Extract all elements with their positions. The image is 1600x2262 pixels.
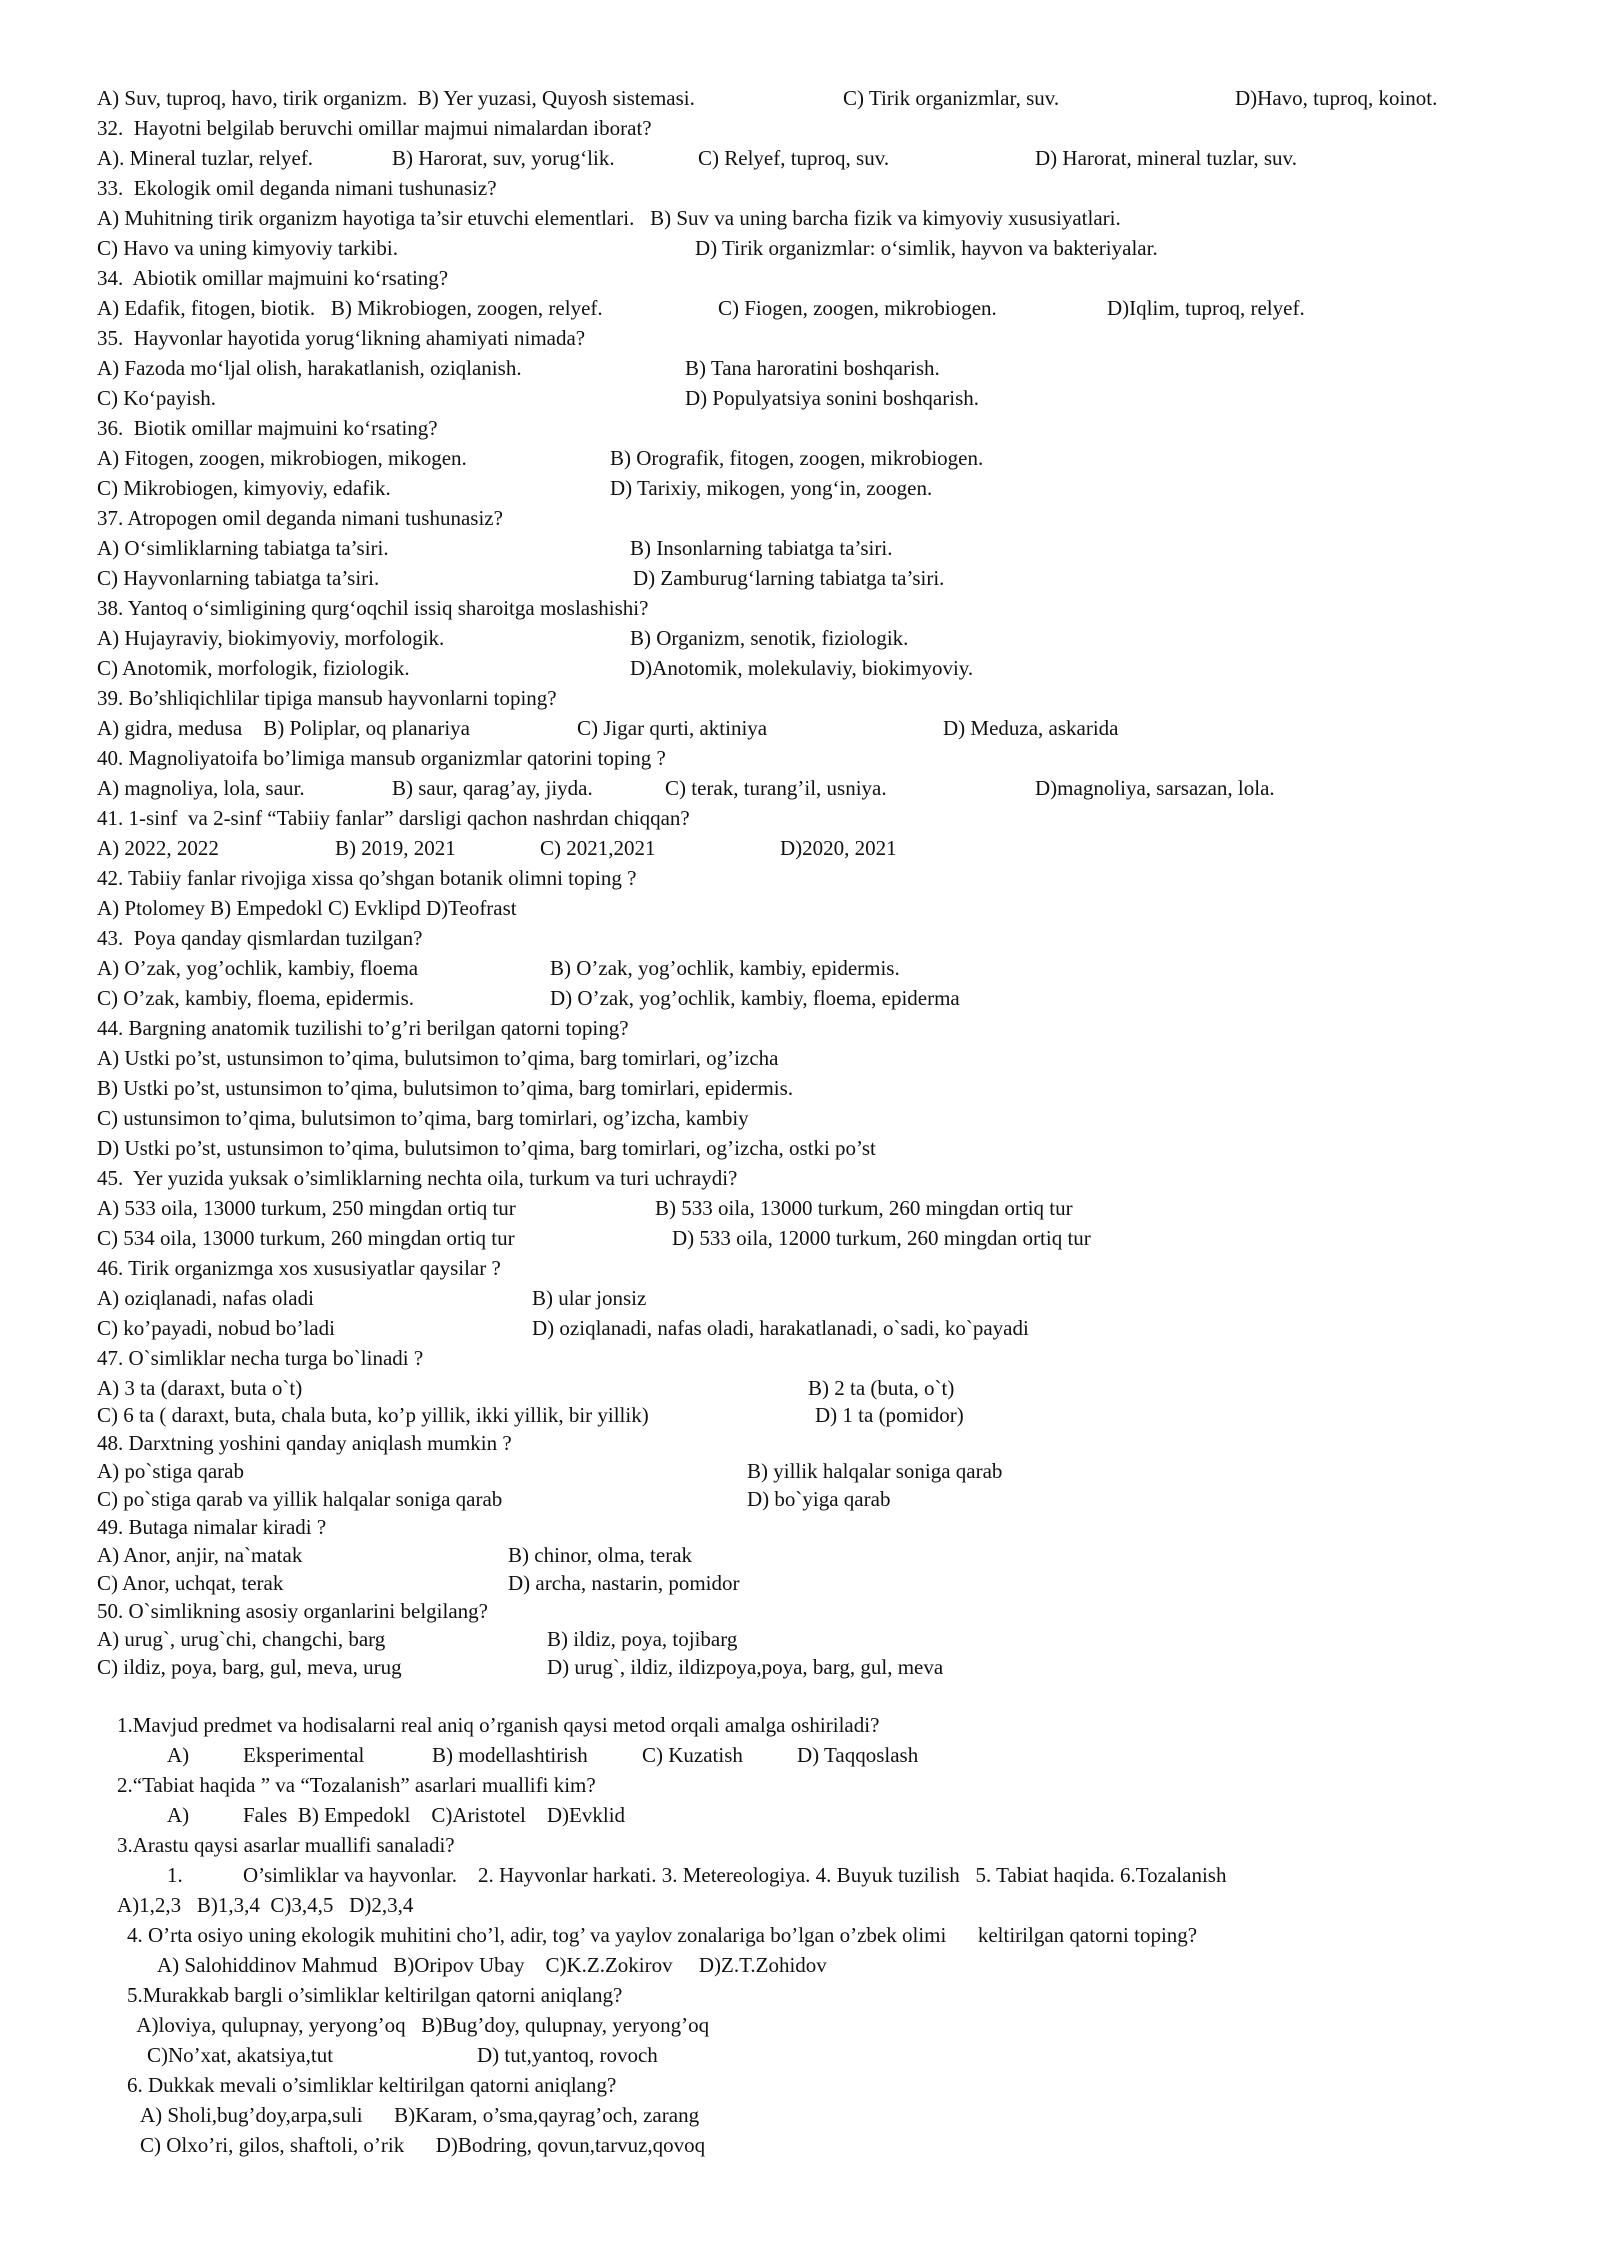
text-line bbox=[0, 1163, 1600, 1193]
text-segment: C) Tirik organizmlar, suv. bbox=[843, 86, 1060, 110]
text-segment: C) Relyef, tuproq, suv. bbox=[698, 146, 890, 170]
text-segment: D)Iqlim, tuproq, relyef. bbox=[1107, 296, 1305, 320]
text-segment: 49. Butaga nimalar kiradi ? bbox=[97, 1515, 327, 1539]
text-segment: D) Zamburug‘larning tabiatga ta’siri. bbox=[633, 566, 945, 590]
text-segment: A) Suv, tuproq, havo, tirik organizm. B) Yer yuzasi, Quyosh sistemasi. bbox=[97, 86, 695, 110]
text-segment: B) yillik halqalar soniga qarab bbox=[747, 1459, 1003, 1483]
text-line bbox=[0, 1253, 1600, 1283]
text-segment: D) archa, nastarin, pomidor bbox=[508, 1571, 740, 1595]
text-line bbox=[0, 443, 1600, 473]
text-line bbox=[0, 1073, 1600, 1103]
text-segment: 38. Yantoq o‘simligining qurg‘oqchil issiq sharoitga moslashishi? bbox=[97, 596, 649, 620]
text-line bbox=[0, 1103, 1600, 1133]
text-line bbox=[0, 743, 1600, 773]
text-segment: 1.Mavjud predmet va hodisalarni real aniq o’rganish qaysi metod orqali amalga oshiriladi? bbox=[117, 1713, 880, 1737]
text-segment: 45. Yer yuzida yuksak o’simliklarning nechta oila, turkum va turi uchraydi? bbox=[97, 1166, 738, 1190]
text-line bbox=[0, 2010, 1600, 2040]
text-segment: A) Muhitning tirik organizm hayotiga ta’sir etuvchi elementlari. B) Suv va uning barcha fizik va kimyoviy xususiyatlari. bbox=[97, 206, 1121, 230]
text-line bbox=[0, 1770, 1600, 1800]
text-segment: C) Anotomik, morfologik, fiziologik. bbox=[97, 656, 410, 680]
text-segment: D)Havo, tuproq, koinot. bbox=[1235, 86, 1438, 110]
text-line bbox=[0, 773, 1600, 803]
text-segment: 33. Ekologik omil deganda nimani tushunasiz? bbox=[97, 176, 497, 200]
text-segment: D) Harorat, mineral tuzlar, suv. bbox=[1035, 146, 1297, 170]
text-segment: 40. Magnoliyatoifa bo’limiga mansub organizmlar qatorini toping ? bbox=[97, 746, 666, 770]
text-line bbox=[0, 323, 1600, 353]
text-segment: B) Ustki po’st, ustunsimon to’qima, bulutsimon to’qima, barg tomirlari, epidermis. bbox=[97, 1076, 794, 1100]
text-segment: D)magnoliya, sarsazan, lola. bbox=[1035, 776, 1275, 800]
text-line bbox=[0, 1830, 1600, 1860]
text-segment: A) bbox=[167, 1803, 190, 1827]
text-line bbox=[0, 1710, 1600, 1740]
text-segment: A) Hujayraviy, biokimyoviy, morfologik. bbox=[97, 626, 445, 650]
text-line bbox=[0, 653, 1600, 683]
text-segment: B) 2 ta (buta, o`t) bbox=[808, 1376, 955, 1400]
text-line bbox=[0, 1740, 1600, 1770]
text-segment: C) Anor, uchqat, terak bbox=[97, 1571, 284, 1595]
text-segment: Eksperimental bbox=[243, 1743, 365, 1767]
text-segment: D) bo`yiga qarab bbox=[747, 1487, 891, 1511]
text-segment: A) 2022, 2022 bbox=[97, 836, 219, 860]
text-line bbox=[0, 1800, 1600, 1830]
text-segment: A) Anor, anjir, na`matak bbox=[97, 1543, 303, 1567]
text-segment: 37. Atropogen omil deganda nimani tushunasiz? bbox=[97, 506, 503, 530]
text-segment: A). Mineral tuzlar, relyef. bbox=[97, 146, 314, 170]
text-segment: A) Fitogen, zoogen, mikrobiogen, mikogen. bbox=[97, 446, 467, 470]
text-segment: A) urug`, urug`chi, changchi, barg bbox=[97, 1627, 386, 1651]
text-segment: B) Orografik, fitogen, zoogen, mikrobiogen. bbox=[610, 446, 984, 470]
text-segment: 3.Arastu qaysi asarlar muallifi sanaladi? bbox=[117, 1833, 455, 1857]
text-segment: C) Hayvonlarning tabiatga ta’siri. bbox=[97, 566, 380, 590]
text-line bbox=[0, 263, 1600, 293]
text-line bbox=[0, 383, 1600, 413]
text-line bbox=[0, 353, 1600, 383]
text-line bbox=[0, 1193, 1600, 1223]
text-line bbox=[0, 593, 1600, 623]
text-line bbox=[0, 1596, 1600, 1626]
text-line bbox=[0, 983, 1600, 1013]
text-segment: A) Sholi,bug’doy,arpa,suli B)Karam, o’sma,qayrag’och, zarang bbox=[140, 2103, 700, 2127]
text-segment: C) Jigar qurti, aktiniya bbox=[577, 716, 768, 740]
text-segment: 42. Tabiiy fanlar rivojiga xissa qo’shgan botanik olimni toping ? bbox=[97, 866, 637, 890]
text-segment: A) Ptolomey B) Empedokl C) Evklipd D)Teofrast bbox=[97, 896, 517, 920]
text-segment: C) Ko‘payish. bbox=[97, 386, 216, 410]
text-line bbox=[0, 1484, 1600, 1514]
text-line bbox=[0, 113, 1600, 143]
text-line bbox=[0, 293, 1600, 323]
text-line bbox=[0, 893, 1600, 923]
text-line bbox=[0, 1223, 1600, 1253]
text-line bbox=[0, 563, 1600, 593]
text-segment: B) chinor, olma, terak bbox=[508, 1543, 693, 1567]
text-segment: B) Tana haroratini boshqarish. bbox=[685, 356, 940, 380]
text-segment: A) gidra, medusa B) Poliplar, oq planariya bbox=[97, 716, 470, 740]
text-line bbox=[0, 413, 1600, 443]
text-line bbox=[0, 233, 1600, 263]
text-segment: D) Ustki po’st, ustunsimon to’qima, bulutsimon to’qima, barg tomirlari, og’izcha, ostki po’st bbox=[97, 1136, 876, 1160]
text-line bbox=[0, 1920, 1600, 1950]
text-segment: D) 533 oila, 12000 turkum, 260 mingdan ortiq tur bbox=[672, 1226, 1091, 1250]
text-segment: B) Organizm, senotik, fiziologik. bbox=[630, 626, 909, 650]
text-segment: 6. Dukkak mevali o’simliklar keltirilgan qatorni aniqlang? bbox=[127, 2073, 617, 2097]
text-segment: C) ildiz, poya, barg, gul, meva, urug bbox=[97, 1655, 402, 1679]
text-segment: B) O’zak, yog’ochlik, kambiy, epidermis. bbox=[550, 956, 900, 980]
text-segment: C) po`stiga qarab va yillik halqalar soniga qarab bbox=[97, 1487, 503, 1511]
text-segment: 2.“Tabiat haqida ” va “Tozalanish” asarlari muallifi kim? bbox=[117, 1773, 596, 1797]
text-line bbox=[0, 953, 1600, 983]
text-segment: A)loviya, qulupnay, yeryong’oq B)Bug’doy, qulupnay, yeryong’oq bbox=[127, 2013, 710, 2037]
text-line bbox=[0, 1133, 1600, 1163]
text-segment: C) Kuzatish bbox=[642, 1743, 743, 1767]
text-line bbox=[0, 683, 1600, 713]
text-segment: C) O’zak, kambiy, floema, epidermis. bbox=[97, 986, 415, 1010]
text-line bbox=[0, 713, 1600, 743]
text-segment: 34. Abiotik omillar majmuini ko‘rsating? bbox=[97, 266, 449, 290]
text-line bbox=[0, 623, 1600, 653]
text-line bbox=[0, 1950, 1600, 1980]
text-segment: A) bbox=[167, 1743, 190, 1767]
text-segment: C) ko’payadi, nobud bo’ladi bbox=[97, 1316, 335, 1340]
text-segment: B) 533 oila, 13000 turkum, 260 mingdan ortiq tur bbox=[655, 1196, 1073, 1220]
text-segment: 44. Bargning anatomik tuzilishi to’g’ri berilgan qatorni toping? bbox=[97, 1016, 629, 1040]
text-segment: A) oziqlanadi, nafas oladi bbox=[97, 1286, 314, 1310]
text-segment: 47. O`simliklar necha turga bo`linadi ? bbox=[97, 1346, 424, 1370]
text-line bbox=[0, 923, 1600, 953]
text-line bbox=[0, 1400, 1600, 1430]
text-line bbox=[0, 203, 1600, 233]
text-segment: O’simliklar va hayvonlar. 2. Hayvonlar harkati. 3. Metereologiya. 4. Buyuk tuzilish 5. Tabiat haqida. 6.Tozalanish bbox=[243, 1863, 1227, 1887]
text-line bbox=[0, 863, 1600, 893]
text-segment: D) Tarixiy, mikogen, yong‘in, zoogen. bbox=[610, 476, 933, 500]
text-segment: 41. 1-sinf va 2-sinf “Tabiiy fanlar” darsligi qachon nashrdan chiqqan? bbox=[97, 806, 690, 830]
text-line bbox=[0, 1373, 1600, 1403]
text-line bbox=[0, 1624, 1600, 1654]
text-segment: D) Meduza, askarida bbox=[943, 716, 1119, 740]
text-line bbox=[0, 1343, 1600, 1373]
text-segment: C) Olxo’ri, gilos, shaftoli, o’rik D)Bodring, qovun,tarvuz,qovoq bbox=[140, 2133, 706, 2157]
text-line bbox=[0, 1890, 1600, 1920]
text-segment: C) Mikrobiogen, kimyoviy, edafik. bbox=[97, 476, 391, 500]
text-line bbox=[0, 2070, 1600, 2100]
text-line bbox=[0, 503, 1600, 533]
text-line bbox=[0, 533, 1600, 563]
text-line bbox=[0, 1568, 1600, 1598]
text-line bbox=[0, 833, 1600, 863]
text-segment: 39. Bo’shliqichlilar tipiga mansub hayvonlarni toping? bbox=[97, 686, 557, 710]
text-segment: 43. Poya qanday qismlardan tuzilgan? bbox=[97, 926, 423, 950]
text-segment: 46. Tirik organizmga xos xususiyatlar qaysilar ? bbox=[97, 1256, 501, 1280]
text-line bbox=[0, 143, 1600, 173]
text-line bbox=[0, 803, 1600, 833]
text-segment: C) ustunsimon to’qima, bulutsimon to’qima, barg tomirlari, og’izcha, kambiy bbox=[97, 1106, 749, 1130]
text-segment: D) Tirik organizmlar: o‘simlik, hayvon va bakteriyalar. bbox=[695, 236, 1158, 260]
text-line bbox=[0, 1652, 1600, 1682]
text-segment: B) ildiz, poya, tojibarg bbox=[547, 1627, 738, 1651]
text-line bbox=[0, 2130, 1600, 2160]
text-segment: D)2020, 2021 bbox=[780, 836, 897, 860]
text-line bbox=[0, 1540, 1600, 1570]
text-segment: A) Salohiddinov Mahmud B)Oripov Ubay C)K.Z.Zokirov D)Z.T.Zohidov bbox=[157, 1953, 827, 1977]
text-segment: D) tut,yantoq, rovoch bbox=[477, 2043, 658, 2067]
text-line bbox=[0, 83, 1600, 113]
text-segment: 32. Hayotni belgilab beruvchi omillar majmui nimalardan iborat? bbox=[97, 116, 652, 140]
text-segment: D) urug`, ildiz, ildizpoya,poya, barg, gul, meva bbox=[547, 1655, 944, 1679]
text-segment: A) magnoliya, lola, saur. bbox=[97, 776, 305, 800]
text-line bbox=[0, 2100, 1600, 2130]
text-segment: 4. O’rta osiyo uning ekologik muhitini cho’l, adir, tog’ va yaylov zonalariga bo’lgan o’zbek olimi keltirilgan qatorni toping? bbox=[127, 1923, 1198, 1947]
text-segment: C) 534 oila, 13000 turkum, 260 mingdan ortiq tur bbox=[97, 1226, 515, 1250]
text-segment: A) O‘simliklarning tabiatga ta’siri. bbox=[97, 536, 389, 560]
text-segment: Fales B) Empedokl C)Aristotel D)Evklid bbox=[243, 1803, 626, 1827]
text-segment: 48. Darxtning yoshini qanday aniqlash mumkin ? bbox=[97, 1431, 512, 1455]
text-segment: B) Insonlarning tabiatga ta’siri. bbox=[630, 536, 893, 560]
text-segment: C) 6 ta ( daraxt, buta, chala buta, ko’p yillik, ikki yillik, bir yillik) bbox=[97, 1403, 649, 1427]
text-segment: B) Harorat, suv, yorug‘lik. bbox=[392, 146, 615, 170]
text-segment: C) terak, turang’il, usniya. bbox=[665, 776, 887, 800]
text-segment: D)Anotomik, molekulaviy, biokimyoviy. bbox=[630, 656, 974, 680]
text-segment: A) Edafik, fitogen, biotik. B) Mikrobiogen, zoogen, relyef. bbox=[97, 296, 603, 320]
text-line bbox=[0, 1456, 1600, 1486]
text-segment: A) O’zak, yog’ochlik, kambiy, floema bbox=[97, 956, 419, 980]
text-segment: C) Fiogen, zoogen, mikrobiogen. bbox=[718, 296, 997, 320]
text-segment: A) Ustki po’st, ustunsimon to’qima, bulutsimon to’qima, barg tomirlari, og’izcha bbox=[97, 1046, 779, 1070]
text-segment: 36. Biotik omillar majmuini ko‘rsating? bbox=[97, 416, 438, 440]
text-segment: A) 533 oila, 13000 turkum, 250 mingdan ortiq tur bbox=[97, 1196, 516, 1220]
text-segment: 35. Hayvonlar hayotida yorug‘likning ahamiyati nimada? bbox=[97, 326, 586, 350]
text-segment: C)No’xat, akatsiya,tut bbox=[147, 2043, 334, 2067]
text-segment: A) Fazoda mo‘ljal olish, harakatlanish, oziqlanish. bbox=[97, 356, 522, 380]
text-segment: B) saur, qarag’ay, jiyda. bbox=[392, 776, 593, 800]
text-line bbox=[0, 2040, 1600, 2070]
text-segment: B) modellashtirish bbox=[432, 1743, 588, 1767]
text-line bbox=[0, 1013, 1600, 1043]
text-line bbox=[0, 1860, 1600, 1890]
text-segment: C) 2021,2021 bbox=[540, 836, 656, 860]
text-line bbox=[0, 1313, 1600, 1343]
text-segment: A)1,2,3 B)1,3,4 C)3,4,5 D)2,3,4 bbox=[117, 1893, 414, 1917]
text-segment: B) ular jonsiz bbox=[532, 1286, 647, 1310]
text-line bbox=[0, 173, 1600, 203]
text-segment: D) 1 ta (pomidor) bbox=[815, 1403, 964, 1427]
text-segment: A) 3 ta (daraxt, buta o`t) bbox=[97, 1376, 303, 1400]
text-line bbox=[0, 1512, 1600, 1542]
text-segment: 1. bbox=[167, 1863, 183, 1887]
text-segment: 5.Murakkab bargli o’simliklar keltirilgan qatorni aniqlang? bbox=[127, 1983, 623, 2007]
text-segment: B) 2019, 2021 bbox=[335, 836, 456, 860]
text-segment: 50. O`simlikning asosiy organlarini belgilang? bbox=[97, 1599, 488, 1623]
text-segment: D) Taqqoslash bbox=[797, 1743, 919, 1767]
text-segment: A) po`stiga qarab bbox=[97, 1459, 244, 1483]
text-line bbox=[0, 1043, 1600, 1073]
text-line bbox=[0, 1980, 1600, 2010]
text-segment: C) Havo va uning kimyoviy tarkibi. bbox=[97, 236, 398, 260]
text-line bbox=[0, 1428, 1600, 1458]
text-segment: D) O’zak, yog’ochlik, kambiy, floema, epiderma bbox=[550, 986, 960, 1010]
text-line bbox=[0, 1283, 1600, 1313]
text-segment: D) Populyatsiya sonini boshqarish. bbox=[685, 386, 979, 410]
text-segment: D) oziqlanadi, nafas oladi, harakatlanadi, o`sadi, ko`payadi bbox=[532, 1316, 1029, 1340]
text-line bbox=[0, 473, 1600, 503]
